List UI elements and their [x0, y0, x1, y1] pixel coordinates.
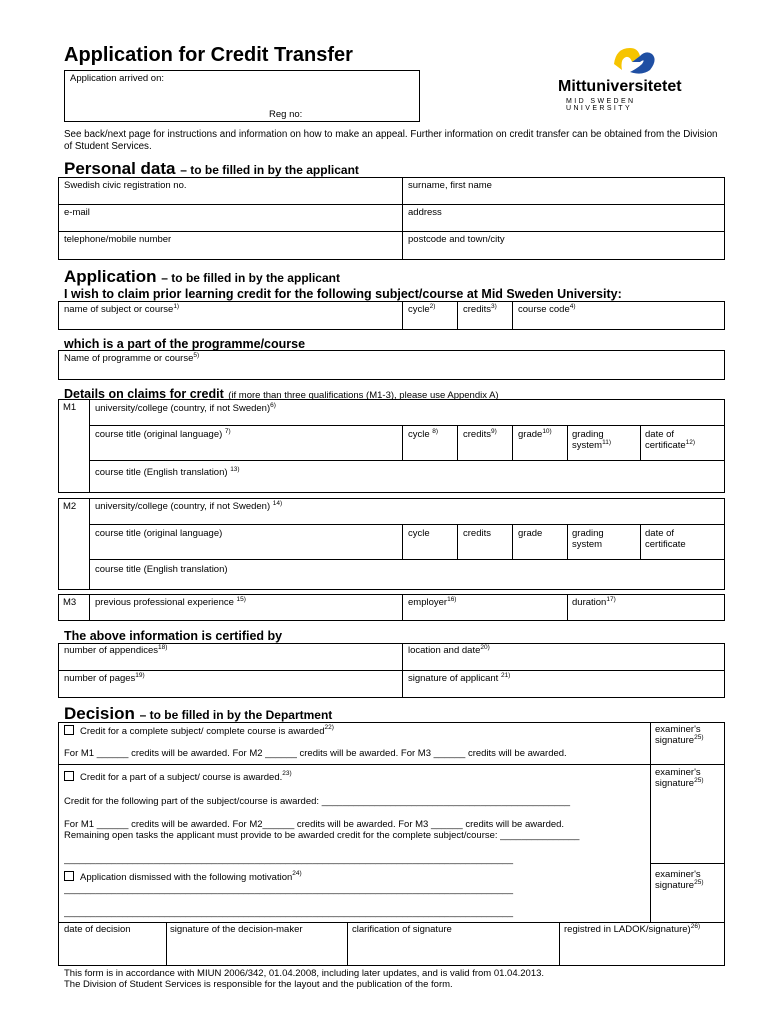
m3-employer-field[interactable]: employer$^{16)}$ — [408, 596, 457, 608]
pages-field[interactable]: number of pages$^{19)}$ — [64, 672, 145, 684]
m2-cycle-field[interactable]: cycle — [408, 528, 430, 539]
claim-heading: I wish to claim prior learning credit for the following subject/course at Mid Sweden University: — [64, 287, 622, 301]
ladok-field[interactable]: registred in LADOK/signature)$^{26)}$ — [564, 923, 701, 935]
m1-credits-field[interactable]: credits$^{9)}$ — [463, 428, 497, 440]
m2-grading-system-field[interactable]: grading system — [572, 528, 604, 550]
programme-heading: which is a part of the programme/course — [64, 337, 306, 351]
reg-no-label: Reg no: — [269, 109, 303, 120]
blank-line-3[interactable]: _____________________________________________________________________________________ — [64, 907, 514, 918]
m1-english-title-field[interactable]: course title (English translation) $^{13)}$ — [95, 466, 240, 478]
m3-experience-field[interactable]: previous professional experience $^{15)}$ — [95, 596, 246, 608]
m2-grade-field[interactable]: grade — [518, 528, 543, 539]
postcode-field[interactable]: postcode and town/city — [408, 234, 505, 245]
part-credit-checkbox[interactable]: Credit for a part of a subject/ course is awarded.$^{23)}$ — [64, 771, 292, 783]
m3-label: M3 — [63, 597, 77, 608]
m2-course-title-field[interactable]: course title (original language) — [95, 528, 223, 539]
appendices-field[interactable]: number of appendices$^{18)}$ — [64, 644, 168, 656]
civic-reg-field[interactable]: Swedish civic registration no. — [64, 180, 187, 191]
surname-field[interactable]: surname, first name — [408, 180, 492, 191]
page-title: Application for Credit Transfer — [64, 44, 353, 66]
claims-heading: Details on claims for credit (if more than three qualifications (M1-3), please use Appendix A) — [64, 387, 499, 401]
m1-university-field[interactable]: university/college (country, if not Sweden)$^{6)}$ — [95, 402, 276, 414]
dismissed-checkbox[interactable]: Application dismissed with the following motivation$^{24)}$ — [64, 871, 302, 883]
m1-grade-field[interactable]: grade$^{10)}$ — [518, 428, 552, 440]
footer-line-1: This form is in accordance with MIUN 2006/342, 01.04.2008, including later updates, and is valid from 01.04.2013. — [64, 968, 545, 979]
m2-university-field[interactable]: university/college (country, if not Sweden) $^{14)}$ — [95, 500, 283, 512]
phone-field[interactable]: telephone/mobile number — [64, 234, 172, 245]
complete-credit-checkbox[interactable]: Credit for a complete subject/ complete course is awarded$^{22)}$ — [64, 725, 334, 737]
m2-label: M2 — [63, 501, 77, 512]
m1-date-certificate-field[interactable]: date of certificate$^{12)}$ — [645, 429, 696, 451]
location-date-field[interactable]: location and date$^{20)}$ — [408, 644, 490, 656]
arrived-label: Application arrived on: — [70, 73, 164, 84]
clarification-field[interactable]: clarification of signature — [352, 924, 452, 935]
application-heading: Application – to be filled in by the applicant — [64, 267, 340, 286]
part-description-line[interactable]: Credit for the following part of the subject/course is awarded: _______________________________________________ — [64, 796, 571, 807]
decision-heading: Decision – to be filled in by the Department — [64, 704, 333, 723]
address-field[interactable]: address — [408, 207, 442, 218]
blank-line-1[interactable]: _____________________________________________________________________________________ — [64, 854, 514, 865]
application-arrived-box[interactable] — [64, 70, 420, 122]
m2-english-title-field[interactable]: course title (English translation) — [95, 564, 228, 575]
checkbox-icon — [64, 771, 74, 781]
footer-line-2: The Division of Student Services is responsible for the layout and the publication of the form. — [64, 979, 453, 990]
logo-tagline: MID SWEDEN UNIVERSITY — [566, 98, 636, 112]
course-code-field[interactable]: course code$^{4)}$ — [518, 303, 576, 315]
checkbox-icon — [64, 871, 74, 881]
m3-duration-field[interactable]: duration$^{17)}$ — [572, 596, 616, 608]
logo-mark-icon — [606, 42, 666, 82]
m2-date-certificate-field[interactable]: date of certificate — [645, 528, 686, 550]
m1-grading-system-field[interactable]: grading system$^{11)}$ — [572, 429, 612, 451]
intro-text: See back/next page for instructions and information on how to make an appeal. Further information on credit transfer can be obtained from the Division of Student Services. — [64, 129, 718, 152]
email-field[interactable]: e-mail — [64, 207, 90, 218]
checkbox-icon — [64, 725, 74, 735]
m1-cycle-field[interactable]: cycle $^{8)}$ — [408, 428, 439, 440]
examiner-signature-3[interactable]: examiner's signature$^{25)}$ — [655, 869, 704, 891]
personal-data-heading: Personal data – to be filled in by the applicant — [64, 159, 359, 178]
remaining-tasks-line[interactable]: Remaining open tasks the applicant must provide to be awarded credit for the complete subject/course: _______________ — [64, 830, 580, 841]
m-credits-line-2: For M1 ______ credits will be awarded. For M2______ credits will be awarded. For M3 ______ credits will be awarded. — [64, 819, 565, 830]
subject-name-field[interactable]: name of subject or course$^{1)}$ — [64, 303, 180, 315]
credits-field[interactable]: credits$^{3)}$ — [463, 303, 497, 315]
m1-course-title-field[interactable]: course title (original language) $^{7)}$ — [95, 428, 231, 440]
decision-maker-signature-field[interactable]: signature of the decision-maker — [170, 924, 303, 935]
blank-line-2[interactable]: _____________________________________________________________________________________ — [64, 884, 514, 895]
applicant-signature-field[interactable]: signature of applicant $^{21)}$ — [408, 672, 511, 684]
cycle-field[interactable]: cycle$^{2)}$ — [408, 303, 436, 315]
examiner-signature-1[interactable]: examiner's signature$^{25)}$ — [655, 724, 704, 746]
examiner-signature-2[interactable]: examiner's signature$^{25)}$ — [655, 767, 704, 789]
programme-field[interactable]: Name of programme or course$^{5)}$ — [64, 352, 200, 364]
certified-heading: The above information is certified by — [64, 629, 283, 643]
logo-name: Mittuniversitetet — [558, 78, 682, 95]
m1-label: M1 — [63, 402, 77, 413]
university-logo — [556, 42, 696, 112]
m-credits-line-1: For M1 ______ credits will be awarded. For M2 ______ credits will be awarded. For M3 ______ credits will be awarded. — [64, 748, 567, 759]
m2-credits-field[interactable]: credits — [463, 528, 491, 539]
date-of-decision-field[interactable]: date of decision — [64, 924, 131, 935]
